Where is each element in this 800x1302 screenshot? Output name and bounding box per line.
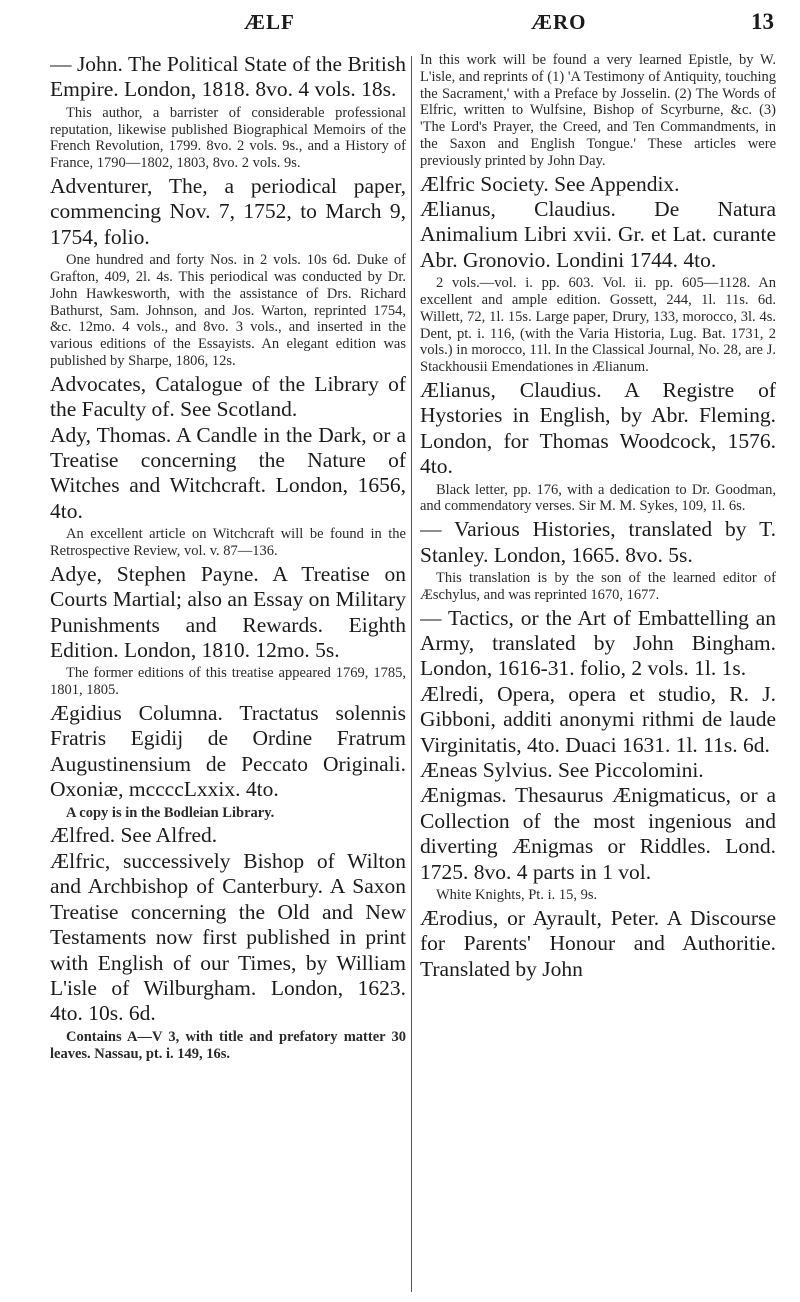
entry	[420, 172, 776, 197]
entry-heading: Advocates, Catalogue of the Library of the Faculty of. See Scotland.	[50, 371, 406, 422]
entry-note: A copy is in the Bodleian Library.	[66, 804, 275, 821]
entry-heading: — Tactics, or the Art of Embattelling an Army, translated by John Bingham. London, 1616-31. folio, 2 vols. 1l. 1s.	[420, 605, 776, 681]
entry	[420, 758, 776, 783]
entry-heading: Ænigmas. Thesaurus Ænigmaticus, or a Collection of the most ingenious and diverting Ænigmas or Riddles. Lond. 1725. 8vo. 4 parts in 1 vol.	[420, 783, 776, 884]
entry-heading: Æneas Sylvius. See Piccolomini.	[420, 758, 704, 783]
entry-heading: Adventurer, The, a periodical paper, commencing Nov. 7, 1752, to March 9, 1754, folio.	[50, 174, 406, 249]
page-number: 13	[751, 9, 774, 34]
entry-heading: Ælianus, Claudius. A Registre of Hystories in English, by Abr. Fleming. London, for Thomas Woodcock, 1576. 4to.	[420, 377, 776, 479]
entry	[420, 197, 776, 376]
column-divider	[411, 56, 412, 1292]
entry	[50, 52, 406, 172]
entry	[50, 701, 406, 821]
entry	[420, 52, 776, 170]
entry-heading: Adye, Stephen Payne. A Treatise on Courts Martial; also an Essay on Military Punishments and Rewards. Eighth Edition. London, 1810. 12mo. 5s.	[50, 561, 406, 663]
entry-note: 2 vols.—vol. i. pp. 603. Vol. ii. pp. 605—1128. An excellent and ample edition. Gossett, 244, 1l. 11s. 6d. Willett, 72, 1l. 15s. Large paper, Drury, 133, morocco, 3l. 4s. Dent, pt. i. 116, (with the Varia Historia, Lug. Bat. 1731, 2 vols.) in morocco, 11l. In the Classical Journal, No. 28, are J. Stackhousii Emendationes in Ælianum.	[420, 275, 776, 376]
entry-note: One hundred and forty Nos. in 2 vols. 10s 6d. Duke of Grafton, 409, 2l. 4s. This periodical was conducted by Dr. John Hawkesworth, with the assistance of Drs. Richard Bathurst, Sam. Johnson, and Jos. Warton, reprinted 1754, &c. 12mo. 4 vols., and 8vo. 3 vols., and inserted in the various editions of the Essayists. An elegant edition was published by Sharpe, 1806, 12s.	[50, 252, 406, 369]
left-column	[50, 52, 406, 1302]
entry-note: This author, a barrister of considerable professional reputation, likewise published Biographical Memoirs of the French Revolution, 1799. 8vo. 2 vols. 9s., and a History of France, 1790—1802, 1803, 8vo. 2 vols. 9s.	[50, 104, 406, 172]
entry-heading: Ælfric Society. See Appendix.	[420, 171, 680, 196]
entry	[420, 783, 776, 903]
entry	[50, 562, 406, 699]
entry-heading: Ælfred. See Alfred.	[50, 823, 218, 848]
entry-heading: Ægidius Columna. Tractatus solennis Fratris Egidij de Ordine Fratrum Augustinensium de Peccato Originali. Oxoniæ, mccccLxxix. 4to.	[50, 701, 406, 802]
entry-heading: — John. The Political State of the British Empire. London, 1818. 8vo. 4 vols. 18s.	[50, 52, 406, 102]
entry	[420, 682, 776, 758]
right-headword: ÆRO	[531, 9, 587, 34]
entry-heading: Ælfric, successively Bishop of Wilton and Archbishop of Canterbury. A Saxon Treatise concerning the Old and New Testaments now first published in print with English of our Times, by William L'isle of Wilburgham. London, 1623. 4to. 10s. 6d.	[50, 848, 406, 1026]
entry-note: This translation is by the son of the learned editor of Æschylus, and was reprinted 1670, 1677.	[420, 570, 776, 603]
entry-note: Contains A—V 3, with title and prefatory matter 30 leaves. Nassau, pt. i. 149, 16s.	[50, 1028, 406, 1062]
entry-heading: Ælianus, Claudius. De Natura Animalium Libri xvii. Gr. et Lat. curante Abr. Gronovio. Londini 1744. 4to.	[420, 196, 776, 272]
entry	[50, 849, 406, 1062]
right-column	[420, 52, 776, 1302]
entry-heading: Ærodius, or Ayrault, Peter. A Discourse for Parents' Honour and Authoritie. Translated by John	[420, 905, 776, 981]
entry-note: White Knights, Pt. i. 15, 9s.	[436, 887, 598, 904]
entry	[420, 517, 776, 603]
running-header	[34, 4, 774, 40]
entry	[50, 174, 406, 370]
entry	[420, 906, 776, 982]
entry	[50, 372, 406, 423]
entry	[50, 823, 406, 848]
entry-note: An excellent article on Witchcraft will be found in the Retrospective Review, vol. v. 87—136.	[50, 526, 406, 560]
entry-heading: Ælredi, Opera, opera et studio, R. J. Gibboni, additi anonymi rithmi de laude Virginitatis, 4to. Duaci 1631. 1l. 11s. 6d.	[420, 681, 776, 757]
entry	[50, 423, 406, 560]
entry-note: The former editions of this treatise appeared 1769, 1785, 1801, 1805.	[50, 665, 406, 699]
entry-note: Black letter, pp. 176, with a dedication to Dr. Goodman, and commendatory verses. Sir M. M. Sykes, 109, 1l. 6s.	[420, 481, 776, 515]
entry-note: In this work will be found a very learned Epistle, by W. L'isle, and reprints of (1) 'A Testimony of Antiquity, touching the Sacrament,' with a Preface by Josselin. (2) The Words of Elfric, written to Wulfsine, Bishop of Scyrburne, &c. (3) 'The Lord's Prayer, the Creed, and Ten Commandments, in the Saxon and English Tongue.' These articles were previously printed by John Day.	[420, 52, 776, 169]
entry-heading: — Various Histories, translated by T. Stanley. London, 1665. 8vo. 5s.	[420, 517, 776, 567]
entry	[420, 378, 776, 515]
left-headword: ÆLF	[244, 9, 295, 34]
entry-heading: Ady, Thomas. A Candle in the Dark, or a Treatise concerning the Nature of Witches and Witchcraft. London, 1656, 4to.	[50, 422, 406, 523]
entry	[420, 606, 776, 682]
